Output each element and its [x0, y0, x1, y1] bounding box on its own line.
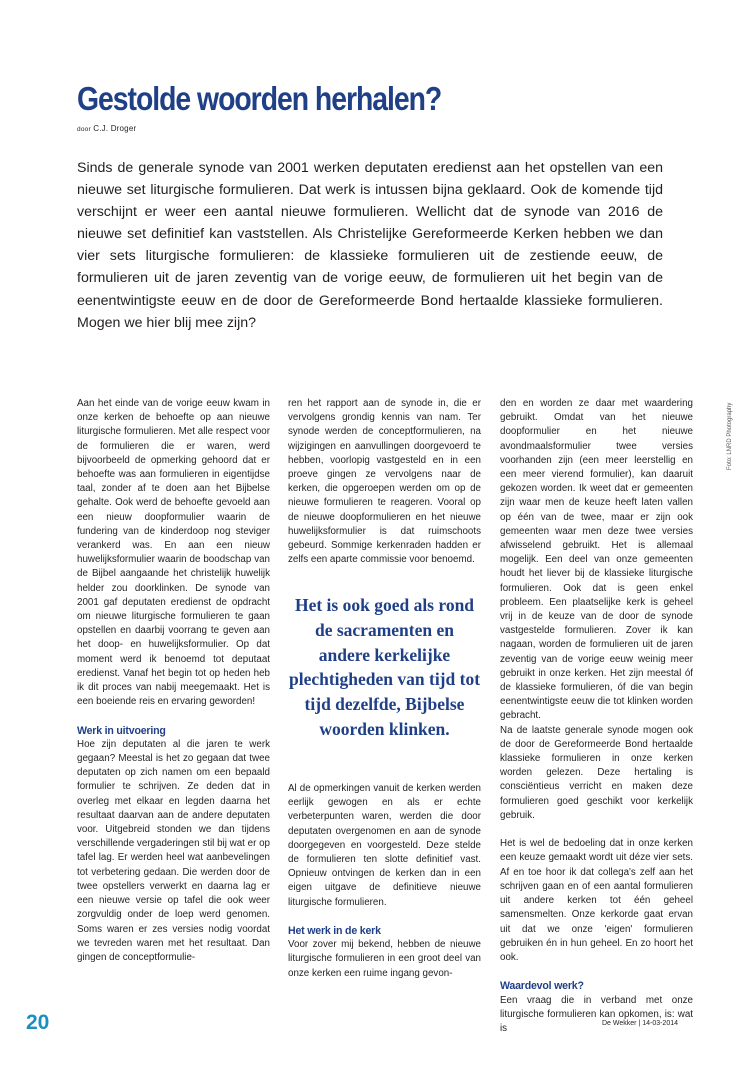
- paragraph: Voor zover mij bekend, hebben de nieuwe liturgische formulieren in een groot deel van onze kerken een ruime ingang gevon-: [288, 939, 481, 979]
- section-heading: Waardevol werk?: [500, 980, 584, 993]
- column-2: [288, 397, 481, 567]
- paragraph: Hoe zijn deputaten al die jaren te werk gegaan? Meestal is het zo gegaan dat twee deputaten op zich namen om een bepaald formulier te schrijven. Ze deden dat in overleg met elkaar en legden daarna het resultaat daarvan aan de andere deputaten voor. Uitgebreid stonden we dan tijdens verschillende vergaderingen stil bij wat er op tafel lag. Er werden heel wat aanbevelingen tot verbetering gedaan. Die werden door de twee opstellers verwerkt en daarna lag er een nieuwe versie op tafel die ook weer zorgvuldig onder de loep werd genomen. Soms waren er zes versies nodig voordat we tevreden waren met het resultaat. Dan gingen de conceptformulie-: [77, 738, 270, 963]
- photo-credit: Foto: LNRD Photography: [727, 402, 733, 470]
- byline: [77, 124, 136, 133]
- paragraph: den en worden ze daar met waardering gebruikt. Omdat van het nieuwe doopformulier en het nieuwe avondmaalsformulier twee versies voorhanden zijn (een meer leerstellig en een meer vierend formulier), kan daaruit gekozen worden. Ik weet dat er gemeenten zijn waar men de keuze heeft laten vallen op één van de twee, maar er zijn ook gemeenten waar men deze twee versies afwisselend gebruikt. Het is allemaal mogelijk. Een deel van onze gemeenten houdt het liever bij de klassieke liturgische formulieren. Ook dat is geen enkel probleem. Een plaatselijke kerk is geheel vrij in de keuze van de door de synode vastgestelde formulieren. Zover ik kan nagaan, worden de formulieren uit de jaren zeventig van de vorige eeuw weinig meer gebruikt in onze kerken. Het zijn meestal óf de klassieke formulieren, óf die van begin eenentwintigste eeuw die tot klinken worden gebracht.: [500, 398, 693, 722]
- column-2-lower: [288, 782, 481, 981]
- paragraph: Al de opmerkingen vanuit de kerken werden eerlijk gewogen en als er echte verbeterpunten waren, werden die door deputaten overgenomen en aan de synode doorgegeven en voorgesteld. Deze stelde de formulieren ten slotte definitief vast. Opnieuw ontvingen de kerken dan in een eigen uitgave de definitieve nieuwe liturgische formulieren.: [288, 783, 481, 908]
- publication-footer: De Wekker | 14-03-2014: [602, 1020, 679, 1027]
- article-intro: Sinds de generale synode van 2001 werken deputaten eredienst aan het opstellen van een nieuwe set liturgische formulieren. Dat werk is intussen bijna geklaard. Ook de komende tijd verschijnt er weer een aantal nieuwe formulieren. Wellicht dat de synode van 2016 de nieuwe set definitief kan vaststellen. Als Christelijke Gereformeerde Kerken hebben we dan vier sets liturgische formulieren: de klassieke formulieren uit de zestiende eeuw, de formulieren uit de jaren zeventig van de vorige eeuw, de formulieren uit het begin van de eenentwintigste eeuw en de door de Gereformeerde Bond hertaalde klassieke formulieren. Mogen we hier blij mee zijn?: [77, 160, 663, 331]
- section-heading: Het werk in de kerk: [288, 925, 381, 938]
- section-heading: Werk in uitvoering: [77, 724, 166, 737]
- paragraph: Een vraag die in verband met onze liturgische formulieren kan opkomen, is: wat is: [500, 994, 693, 1034]
- column-3: [500, 397, 693, 1036]
- byline-prefix: door: [77, 126, 91, 133]
- paragraph: Na de laatste generale synode mogen ook de door de Gereformeerde Bond hertaalde klassieke formulieren in onze kerken worden gelezen. Deze hertaling is consciëntieus verricht en maken deze formulieren goed geschikt voor kerkelijk gebruik.: [500, 724, 693, 821]
- pull-quote: Het is ook goed als rond de sacramenten en andere kerkelijke plechtigheden van tijd tot tijd dezelfde, Bijbelse woorden klinken.: [288, 595, 481, 739]
- paragraph: ren het rapport aan de synode in, die er vervolgens grondig kennis van nam. Ter synode werden de conceptformulieren, na wijzigingen en aanvullingen doorgevoerd te hebben, voorlopig vastgesteld en in een proeve gingen ze vervolgens naar de kerken, die opgeroepen werden om op de nieuwe formulieren te reageren. Vooral op de nieuwe doopformulieren en het nieuwe huwelijksformulier is dat ruimschoots gebeurd. Sommige kerkenraden hadden er zelfs een aparte commissie voor benoemd.: [288, 398, 481, 566]
- page-number: 20: [26, 1011, 50, 1034]
- author-name: C.J. Droger: [93, 124, 137, 133]
- article-title: Gestolde woorden herhalen?: [77, 80, 442, 117]
- paragraph: Aan het einde van de vorige eeuw kwam in onze kerken de behoefte op aan nieuwe liturgische formulieren. Met alle respect voor de formulieren die er waren, werd bijvoorbeeld de opmerking gehoord dat er behoefte was aan formulieren in eigentijdse taal, zonder af te doen aan het Bijbelse gehalte. Ook werd de behoefte gevoeld aan een nieuw doopformulier waarin de fundering van de kinderdoop nog steviger verankerd was. En aan een nieuw huwelijksformulier waarin de boodschap van de Bijbel aangaande het christelijk huwelijk helder zou doorklinken. De synode van 2001 gaf deputaten eredienst de opdracht om nieuwe liturgische formulieren te gaan opstellen en daarbij voorrang te geven aan het doop- en huwelijksformulier. Op dat moment werd ik benoemd tot deputaat eredienst. Vanaf het begin tot op heden heb ik dit proces van nabij meegemaakt. Het is een boeiende reis en ervaring geworden!: [77, 398, 270, 708]
- paragraph: Het is wel de bedoeling dat in onze kerken een keuze gemaakt wordt uit déze vier sets. Af en toe hoor ik dat collega's zelf aan het schrijven gaan en of een aantal formulieren uit andere kerken tot één geheel samensmelten. Onze kerkorde gaat ervan uit dat we onze 'eigen' formulieren gebruiken én in hun geheel. En zo hoort het ook.: [500, 838, 693, 963]
- column-1: [77, 397, 270, 965]
